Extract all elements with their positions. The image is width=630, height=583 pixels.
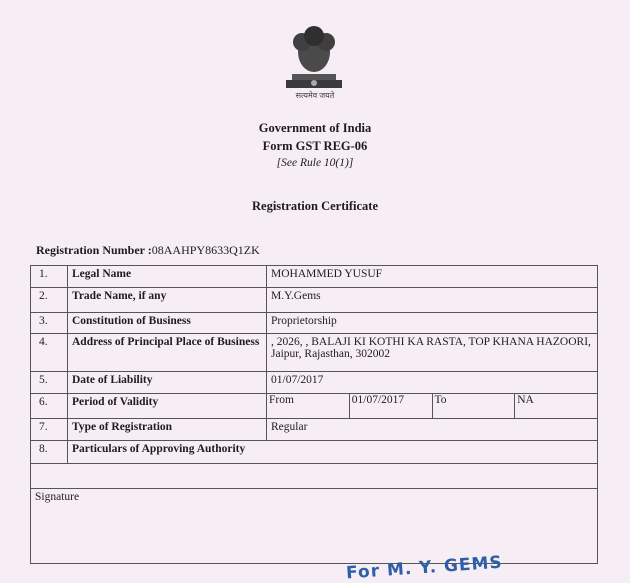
row-number: 6. [31, 394, 68, 419]
row-number: 7. [31, 419, 68, 441]
table-row [31, 372, 598, 394]
government-title: Government of India [258, 121, 372, 135]
legal-name-label: Legal Name [68, 266, 267, 288]
rule-reference: [See Rule 10(1)] [276, 157, 354, 169]
registration-number [36, 243, 260, 258]
table-row [31, 464, 598, 489]
registration-type-label: Type of Registration [68, 419, 267, 441]
address-value: , 2026, , BALAJI KI KOTHI KA RASTA, TOP KHANA HAZOORI, Jaipur, Rajasthan, 302002 [267, 334, 598, 372]
validity-to-label: To [433, 394, 516, 418]
constitution-label: Constitution of Business [68, 313, 267, 334]
trade-name-label: Trade Name, if any [68, 288, 267, 313]
registration-type-value: Regular [267, 419, 598, 441]
table-row [31, 419, 598, 441]
certificate-title: Registration Certificate [252, 199, 378, 213]
row-number: 2. [31, 288, 68, 313]
address-label: Address of Principal Place of Business [68, 334, 267, 372]
registration-number-value: 08AAHPY8633Q1ZK [151, 243, 260, 257]
table-row [31, 334, 598, 372]
table-row [31, 288, 598, 313]
row-number: 1. [31, 266, 68, 288]
validity-to-value: NA [517, 394, 534, 406]
signature-label: Signature [31, 489, 598, 564]
table-row [31, 313, 598, 334]
certificate-table [30, 265, 598, 564]
row-number: 3. [31, 313, 68, 334]
trade-name-value: M.Y.Gems [267, 288, 598, 313]
liability-date-value: 01/07/2017 [267, 372, 598, 394]
validity-from-label: From [267, 394, 350, 418]
table-row [31, 394, 598, 419]
row-number: 4. [31, 334, 68, 372]
company-stamp: For M. Y. GEMS [345, 552, 504, 583]
emblem-motto: सत्यमेव जयते [295, 91, 335, 100]
table-row [31, 266, 598, 288]
table-row [31, 489, 598, 564]
form-title: Form GST REG-06 [262, 139, 368, 153]
validity-value [267, 394, 598, 419]
liability-date-label: Date of Liability [68, 372, 267, 394]
row-number: 8. [31, 441, 68, 464]
constitution-value: Proprietorship [267, 313, 598, 334]
legal-name-value: MOHAMMED YUSUF [267, 266, 598, 288]
validity-label: Period of Validity [68, 394, 267, 419]
row-number: 5. [31, 372, 68, 394]
validity-from-value: 01/07/2017 [350, 394, 433, 418]
table-row [31, 441, 598, 464]
approving-authority-label: Particulars of Approving Authority [68, 441, 598, 464]
registration-number-label: Registration Number : [36, 243, 152, 257]
approving-authority-blank [31, 464, 598, 489]
